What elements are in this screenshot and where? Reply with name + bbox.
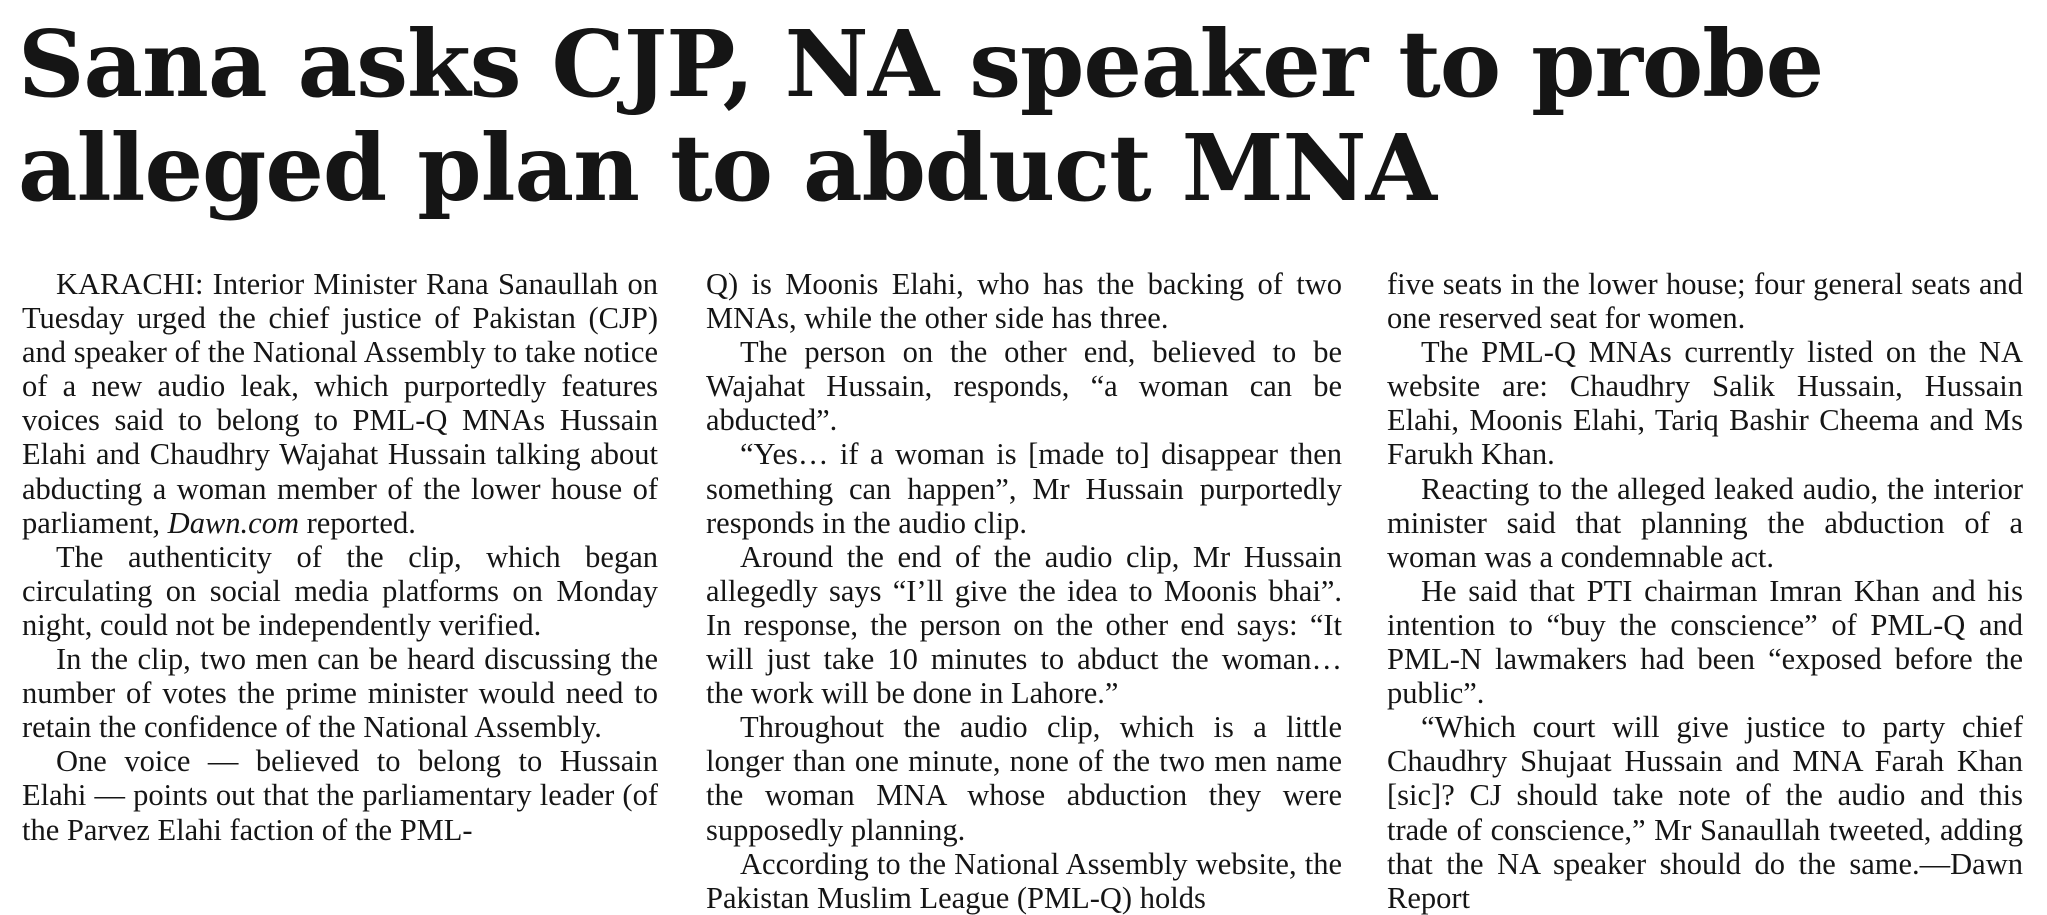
paragraph: Around the end of the audio clip, Mr Hussain allegedly says “I’ll give the idea to Moonis bhai”. In response, the person on the other end says: “It will just take 10 minutes to abduct the woman… the work will be done in Lahore.” bbox=[706, 539, 1342, 711]
paragraph-continued: five seats in the lower house; four general seats and one reserved seat for women. bbox=[1387, 267, 2023, 336]
paragraph: The PML-Q MNAs currently listed on the NA website are: Chaudhry Salik Hussain, Hussain Elahi, Moonis Elahi, Tariq Bashir Cheema and Ms Farukh Khan. bbox=[1387, 335, 2023, 472]
article-column-1 bbox=[22, 267, 658, 877]
paragraph-dateline bbox=[22, 267, 658, 540]
paragraph-continued: Q) is Moonis Elahi, who has the backing of two MNAs, while the other side has three. bbox=[706, 267, 1342, 336]
paragraph: In the clip, two men can be heard discussing the number of votes the prime minister would need to retain the confidence of the National Assembly. bbox=[22, 642, 658, 745]
paragraph: One voice — believed to belong to Hussain Elahi — points out that the parliamentary leader (of the Parvez Elahi faction of the PML- bbox=[22, 744, 658, 847]
paragraph: Reacting to the alleged leaked audio, the interior minister said that planning the abduction of a woman was a condemnable act. bbox=[1387, 471, 2023, 574]
paragraph: “Yes… if a woman is [made to] disappear then something can happen”, Mr Hussain purportedly responds in the audio clip. bbox=[706, 437, 1342, 540]
headline bbox=[18, 12, 2028, 220]
paragraph: The authenticity of the clip, which began circulating on social media platforms on Monday night, could not be independently verified. bbox=[22, 539, 658, 642]
paragraph: The person on the other end, believed to be Wajahat Hussain, responds, “a woman can be abducted”. bbox=[706, 335, 1342, 438]
paragraph-text: reported. bbox=[298, 505, 416, 540]
paragraph: He said that PTI chairman Imran Khan and his intention to “buy the conscience” of PML-Q and PML-N lawmakers had been “exposed before the public”. bbox=[1387, 573, 2023, 711]
source-name: Dawn.com bbox=[167, 505, 299, 540]
headline-line-2: alleged plan to abduct MNA bbox=[18, 114, 1436, 222]
paragraph-text: KARACHI: Interior Minister Rana Sanaullah on Tuesday urged the chief justice of Pakistan (CJP) and speaker of the National Assembly to take notice of a new audio leak, which purportedly features voices said to belong to PML-Q MNAs Hussain Elahi and Chaudhry Wajahat Hussain talking about abducting a woman member of the lower house of parliament, bbox=[22, 267, 658, 540]
article-column-3 bbox=[1387, 267, 2023, 915]
paragraph: Throughout the audio clip, which is a little longer than one minute, none of the two men name the woman MNA whose abduction they were supposedly planning. bbox=[706, 710, 1342, 847]
headline-line-1: Sana asks CJP, NA speaker to probe bbox=[18, 10, 1824, 118]
article-column-2 bbox=[706, 267, 1342, 915]
paragraph: “Which court will give justice to party chief Chaudhry Shujaat Hussain and MNA Farah Khan [sic]? CJ should take note of the audio and this trade of conscience,” Mr Sanaullah tweeted, adding that the NA speaker should do the same.—Dawn Report bbox=[1387, 710, 2023, 915]
paragraph: According to the National Assembly website, the Pakistan Muslim League (PML-Q) holds bbox=[706, 846, 1342, 915]
